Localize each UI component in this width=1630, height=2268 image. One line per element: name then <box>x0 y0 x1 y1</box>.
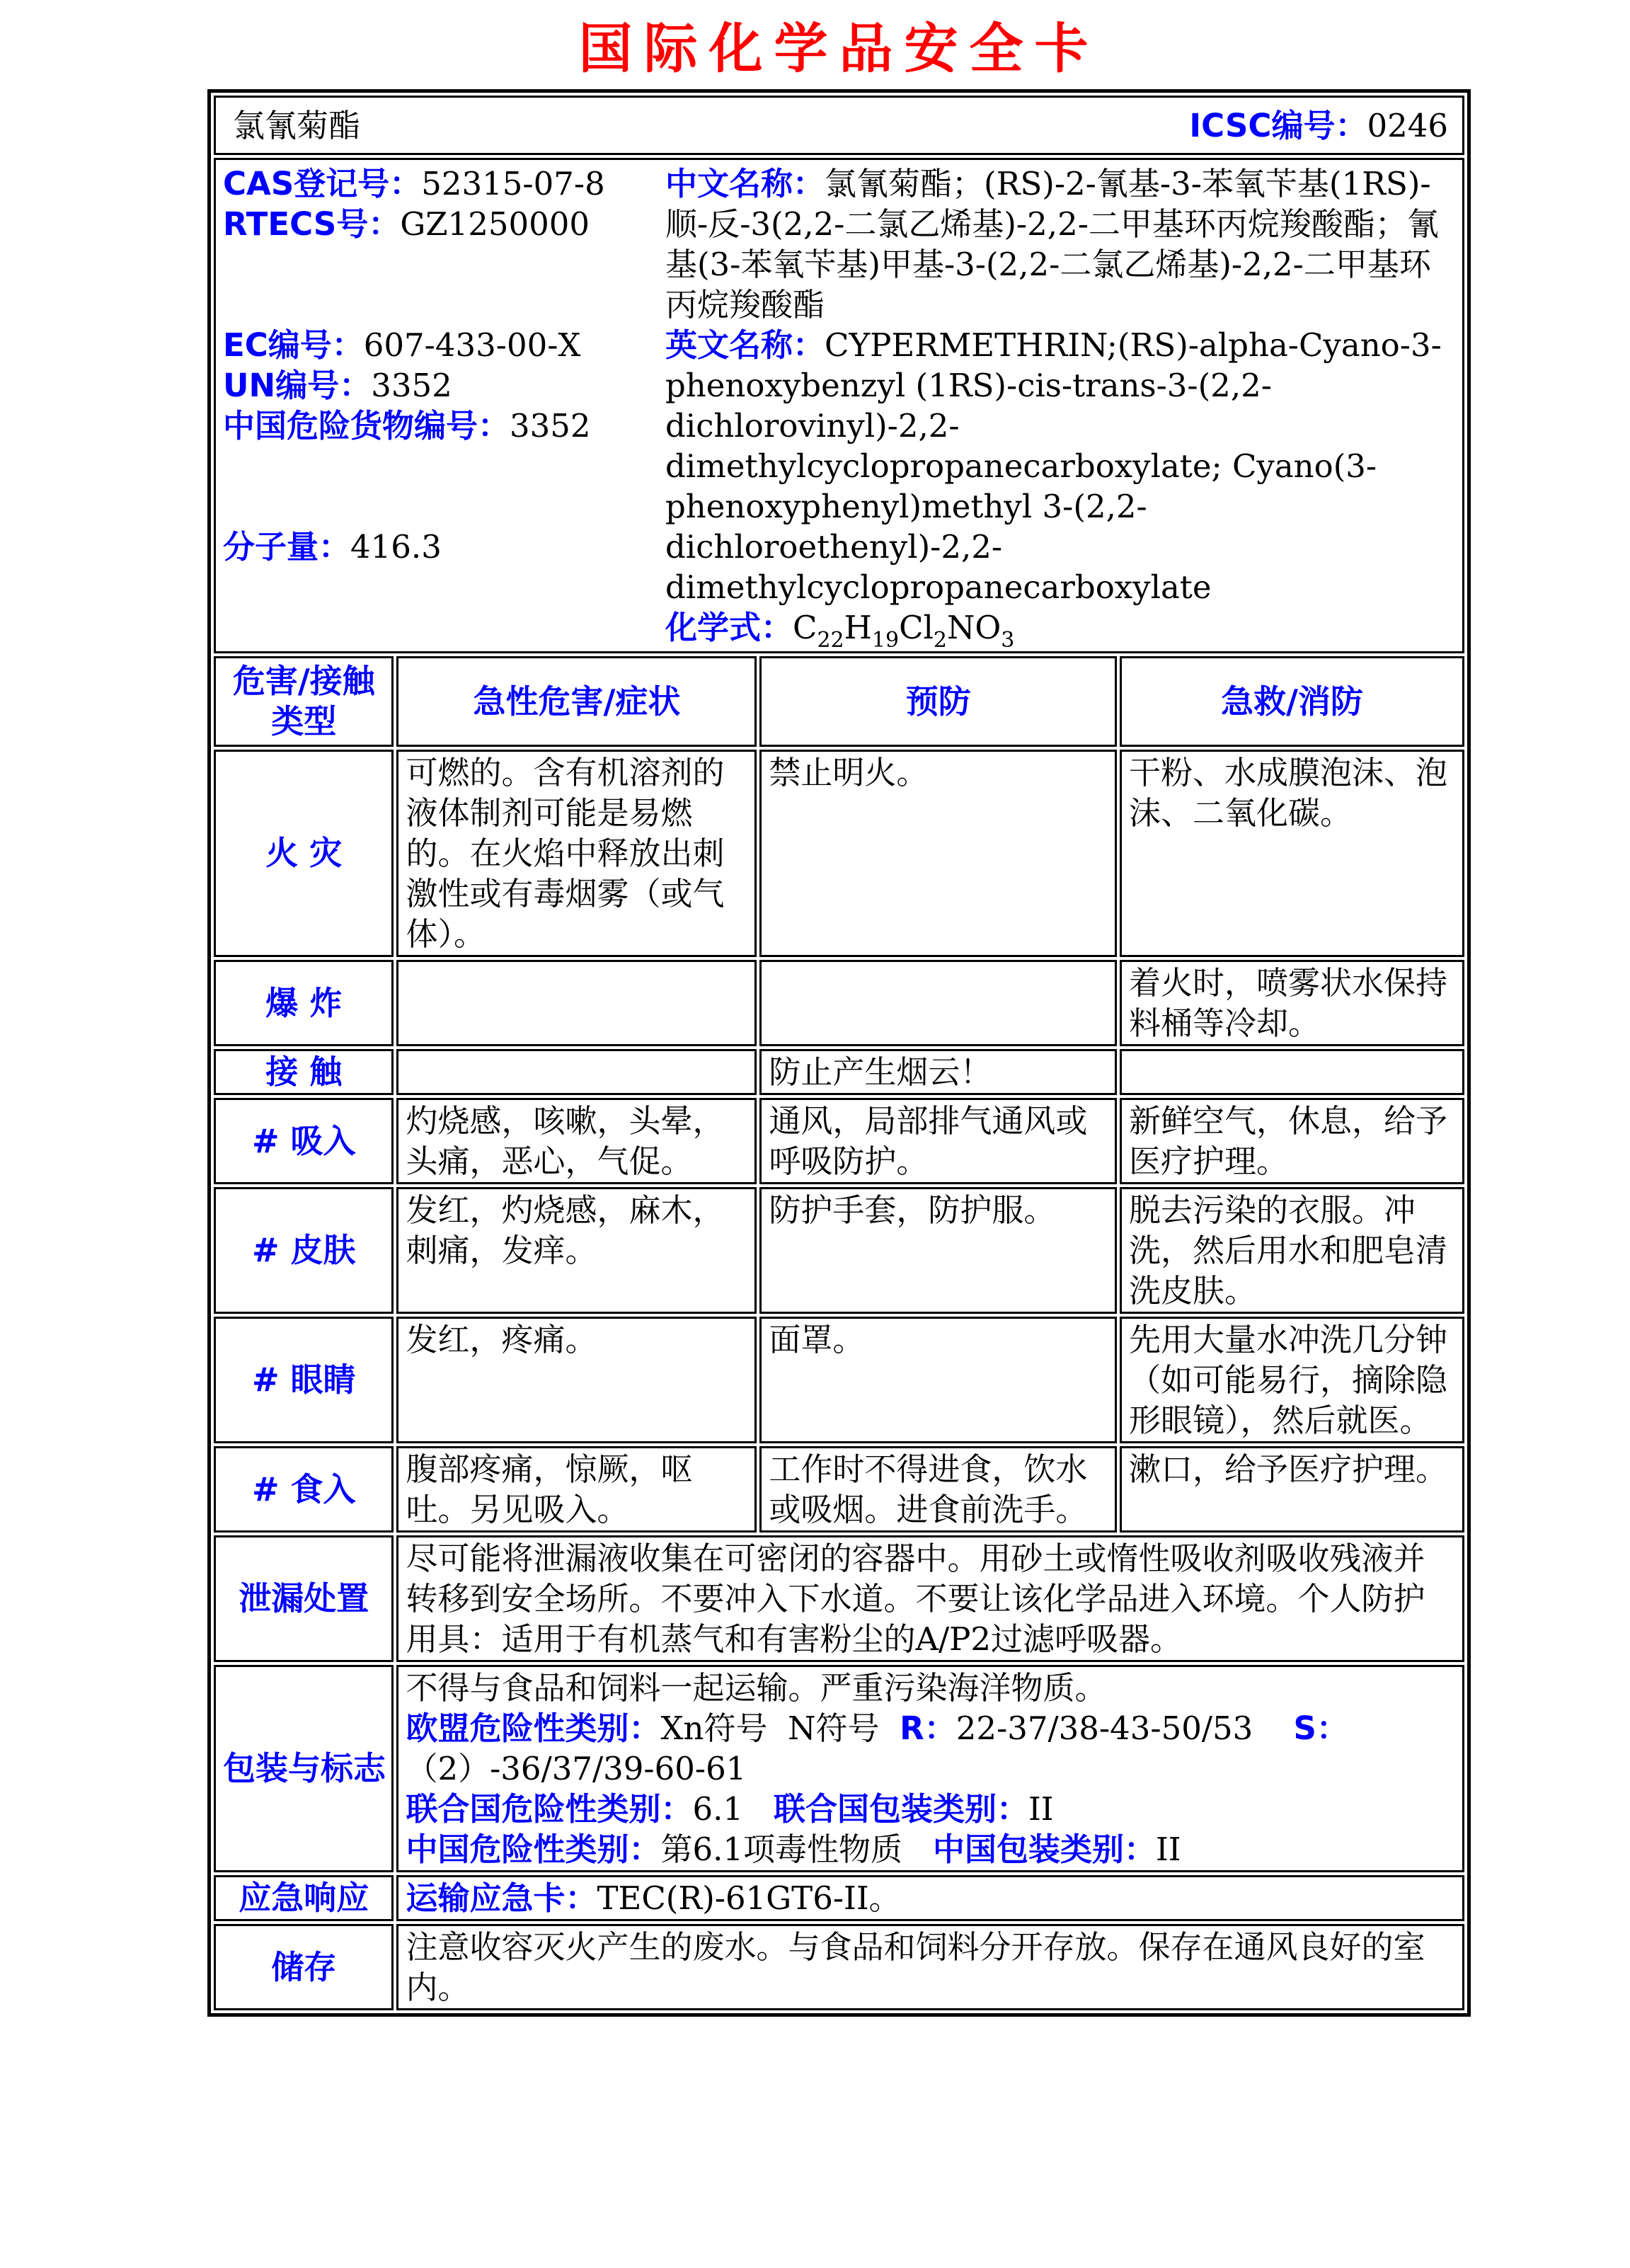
spill-label: 泄漏处置 <box>214 1535 394 1662</box>
eyes-firstaid-cell: 先用大量水冲洗几分钟（如可能易行，摘除隐形眼镜），然后就医。 <box>1120 1317 1464 1443</box>
cn-class-value: 第6.1项毒性物质 <box>660 1831 933 1868</box>
id-field-un <box>223 365 665 406</box>
inhalation-firstaid-cell: 新鲜空气，休息，给予医疗护理。 <box>1120 1098 1464 1184</box>
hazard-header-firstaid: 急救/消防 <box>1120 656 1464 747</box>
section-storage <box>214 1924 1464 2010</box>
hazard-header-type: 危害/接触类型 <box>214 656 394 747</box>
un-pack-value: II <box>1028 1790 1054 1828</box>
packaging-transport-line: 不得与食品和饲料一起运输。严重污染海洋物质。 <box>406 1669 1107 1707</box>
eu-class-label: 欧盟危险性类别： <box>406 1709 661 1747</box>
hazard-header-prevention: 预防 <box>759 656 1117 747</box>
icsc-number <box>1189 105 1455 146</box>
ingestion-prevention-cell: 工作时不得进食，饮水或吸烟。进食前洗手。 <box>759 1446 1117 1533</box>
ingestion-firstaid-cell: 漱口，给予医疗护理。 <box>1120 1446 1464 1533</box>
contact-symptoms-cell <box>396 1049 757 1095</box>
section-emergency <box>214 1875 1464 1921</box>
chemical-name: 氯氰菊酯 <box>233 106 361 144</box>
chinese-name-value: 氯氰菊酯；(RS)-2-氰基-3-苯氧苄基(1RS)-顺-反-3(2,2-二氯乙烯基)-2,2-二甲基环丙烷羧酸酯；氰基(3-苯氧苄基)甲基-3-(2,2-二氯乙烯基)-2,2-二甲基环丙烷羧酸酯 <box>665 165 1439 323</box>
explosion-firstaid-cell: 着火时，喷雾状水保持料桶等冷却。 <box>1120 960 1464 1046</box>
chemical-formula: $C_{22}H_{19}Cl_2NO_3$ <box>793 609 1015 653</box>
molweight-label: 分子量： <box>223 528 351 566</box>
page-title: 国际化学品安全卡 <box>578 17 1100 80</box>
identification-section <box>214 158 1464 653</box>
id-field-molweight <box>223 527 665 567</box>
emergency-content <box>396 1875 1464 1921</box>
id-field-ec <box>223 325 665 365</box>
skin-firstaid-cell: 脱去污染的衣服。冲洗，然后用水和肥皂清洗皮肤。 <box>1120 1187 1464 1314</box>
hazard-row-eyes <box>214 1317 1464 1443</box>
hazard-row-skin <box>214 1187 1464 1314</box>
ec-label: EC编号： <box>223 326 364 364</box>
icsc-number-label: ICSC编号： <box>1189 106 1367 144</box>
hazard-label-fire: 火 灾 <box>214 750 394 957</box>
r-phrases-label: R： <box>900 1709 956 1747</box>
id-left-column <box>223 164 665 648</box>
inhalation-prevention-cell: 通风，局部排气通风或呼吸防护。 <box>759 1098 1117 1184</box>
card-table <box>211 93 1467 2013</box>
hazard-label-ingestion: # 食入 <box>214 1446 394 1533</box>
name-row <box>214 96 1464 155</box>
hazard-label-explosion: 爆 炸 <box>214 960 394 1046</box>
un-label: UN编号： <box>223 367 372 404</box>
emergency-label: 应急响应 <box>214 1875 394 1921</box>
packaging-content <box>396 1665 1464 1872</box>
english-name-label: 英文名称： <box>665 326 825 364</box>
ingestion-symptoms-cell: 腹部疼痛，惊厥，呕吐。另见吸入。 <box>396 1446 757 1533</box>
skin-prevention-cell: 防护手套，防护服。 <box>759 1187 1117 1314</box>
s-phrases-label: S： <box>1293 1709 1348 1747</box>
formula-label: 化学式： <box>665 609 793 646</box>
spill-content: 尽可能将泄漏液收集在可密闭的容器中。用砂土或惰性吸收剂吸收残液并转移到安全场所。不要冲入下水道。不要让该化学品进入环境。个人防护用具：适用于有机蒸气和有害粉尘的A/P2过滤呼吸器。 <box>396 1535 1464 1662</box>
cas-value: 52315-07-8 <box>421 165 605 202</box>
molweight-value: 416.3 <box>350 528 442 566</box>
fire-firstaid-cell: 干粉、水成膜泡沫、泡沫、二氧化碳。 <box>1120 750 1464 957</box>
chinese-name-label: 中文名称： <box>665 165 825 202</box>
english-name-field <box>665 325 1455 607</box>
hazard-row-fire <box>214 750 1464 957</box>
hazard-row-contact <box>214 1049 1464 1095</box>
eyes-prevention-cell: 面罩。 <box>759 1317 1117 1443</box>
explosion-symptoms-cell <box>396 960 757 1046</box>
transport-card-value: TEC(R)-61GT6-II。 <box>597 1879 901 1917</box>
icsc-number-value: 0246 <box>1367 106 1448 144</box>
page <box>0 18 1630 2268</box>
hazard-label-eyes: # 眼睛 <box>214 1317 394 1443</box>
hazard-row-inhalation <box>214 1098 1464 1184</box>
storage-content: 注意收容灭火产生的废水。与食品和饲料分开存放。保存在通风良好的室内。 <box>396 1924 1464 2010</box>
rtecs-value: GZ1250000 <box>400 205 590 243</box>
id-field-cas <box>223 164 665 204</box>
name-cell <box>214 96 1464 155</box>
transport-card-label: 运输应急卡： <box>406 1879 597 1917</box>
cas-label: CAS登记号： <box>223 165 422 202</box>
hazard-label-contact: 接 触 <box>214 1049 394 1095</box>
section-spill <box>214 1535 1464 1662</box>
fire-prevention-cell: 禁止明火。 <box>759 750 1117 957</box>
eu-class-symbols: Xn符号 N符号 <box>660 1709 900 1747</box>
inhalation-symptoms-cell: 灼烧感，咳嗽，头晕，头痛，恶心，气促。 <box>396 1098 757 1184</box>
r-phrases-value: 22-37/38-43-50/53 <box>955 1709 1294 1747</box>
china-dg-value: 3352 <box>510 407 591 445</box>
safety-card <box>207 89 1471 2017</box>
section-packaging <box>214 1665 1464 1872</box>
packaging-un-line <box>406 1789 1455 1829</box>
un-class-value: 6.1 <box>692 1790 774 1828</box>
ec-value: 607-433-00-X <box>363 326 581 364</box>
english-name-value: CYPERMETHRIN;(RS)-alpha-Cyano-3-phenoxybenzyl (1RS)-cis-trans-3-(2,2-dichlorovinyl)-2,2-dimethylcyclopropanecarboxylate; Cyano(3-phenoxyphenyl)methyl 3-(2,2-dichloroethenyl)-2,2-dimethylcyclopropanecarboxylate <box>665 326 1442 606</box>
contact-firstaid-cell <box>1120 1049 1464 1095</box>
packaging-cn-line <box>406 1829 1455 1869</box>
id-field-china-dg <box>223 406 665 446</box>
hazard-label-skin: # 皮肤 <box>214 1187 394 1314</box>
s-phrases-value: （2）-36/37/39-60-61 <box>406 1750 747 1787</box>
hazard-row-explosion <box>214 960 1464 1046</box>
contact-prevention-cell: 防止产生烟云！ <box>759 1049 1117 1095</box>
cn-pack-label: 中国包装类别： <box>932 1831 1156 1868</box>
un-class-label: 联合国危险性类别： <box>406 1790 693 1828</box>
hazard-label-inhalation: # 吸入 <box>214 1098 394 1184</box>
fire-symptoms-cell: 可燃的。含有机溶剂的液体制剂可能是易燃的。在火焰中释放出刺激性或有毒烟雾（或气体）。 <box>396 750 757 957</box>
un-value: 3352 <box>371 367 452 404</box>
skin-symptoms-cell: 发红，灼烧感，麻木，刺痛，发痒。 <box>396 1187 757 1314</box>
un-pack-label: 联合国包装类别： <box>773 1790 1028 1828</box>
identification-row <box>214 158 1464 653</box>
hazard-header-symptoms: 急性危害/症状 <box>396 656 757 747</box>
china-dg-label: 中国危险货物编号： <box>223 407 510 445</box>
cn-pack-value: II <box>1155 1831 1181 1868</box>
formula-field <box>665 607 1455 653</box>
storage-label: 储存 <box>214 1924 394 2010</box>
rtecs-label: RTECS号： <box>223 205 401 243</box>
hazards-header-row <box>214 656 1464 747</box>
hazard-row-ingestion <box>214 1446 1464 1533</box>
cn-class-label: 中国危险性类别： <box>406 1831 661 1868</box>
eyes-symptoms-cell: 发红，疼痛。 <box>396 1317 757 1443</box>
chinese-name-field <box>665 164 1455 325</box>
id-field-rtecs <box>223 204 665 244</box>
explosion-prevention-cell <box>759 960 1117 1046</box>
id-right-column <box>665 164 1455 653</box>
packaging-label: 包装与标志 <box>214 1665 394 1872</box>
packaging-eu-line <box>406 1708 1455 1789</box>
